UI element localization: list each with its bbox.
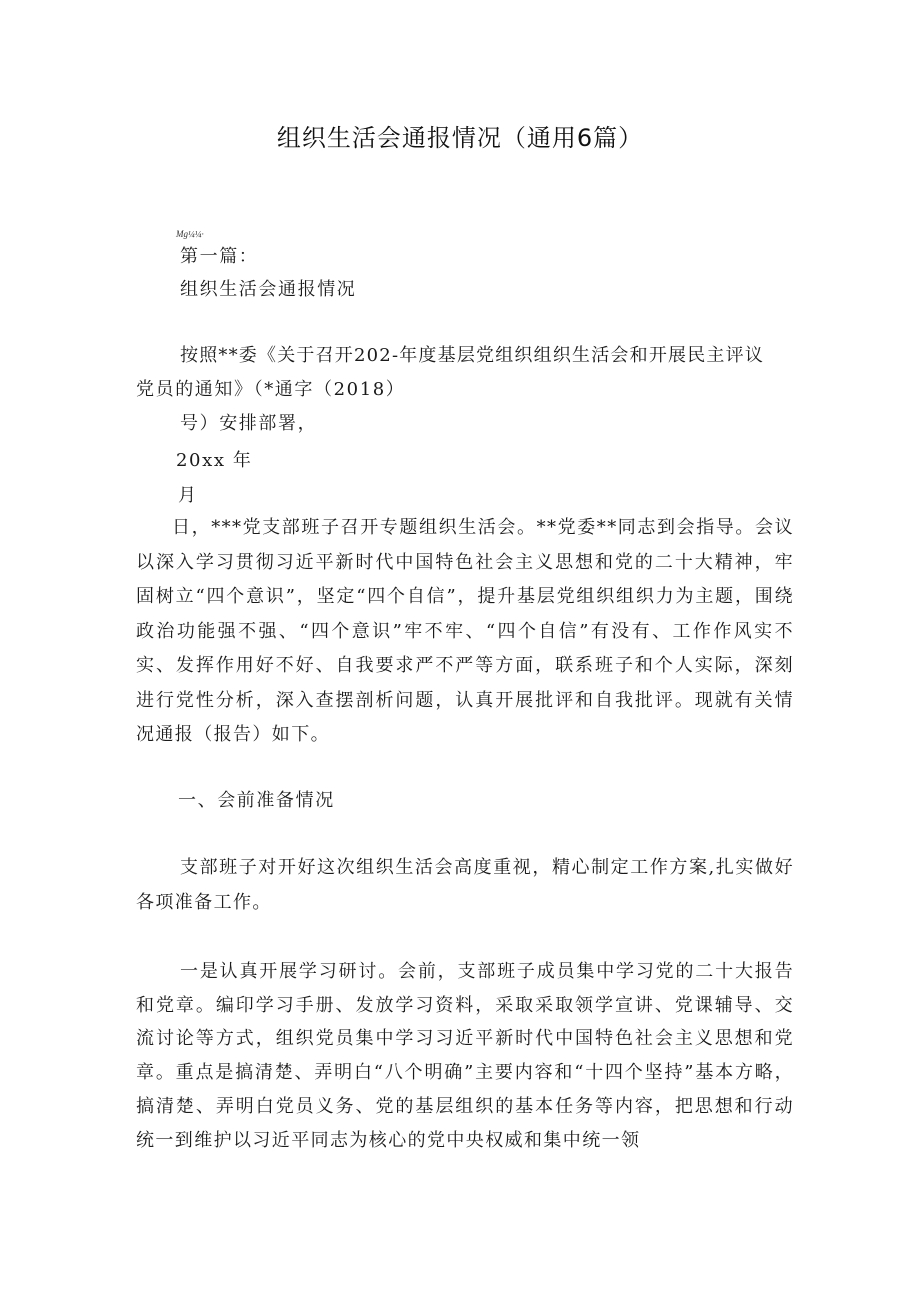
- intro-line-1: 按照**委《关于召开202-年度基层党组织组织生活会和开展民主评议: [180, 345, 765, 366]
- intro-month: 月: [178, 485, 198, 506]
- intro-line-3: 号）安排部署，: [180, 413, 318, 434]
- paragraph-study: 一是认真开展学习研讨。会前，支部班子成员集中学习党的二十大报告和党章。编印学习手册、发放学习资料，采取采取领学宣讲、党课辅导、交流讨论等方式，组织党员集中学习习近平新时代中国特色社会主义思想和党章。重点是搞清楚、弄明白“八个明确”主要内容和“十四个坚持”基本方略，搞清楚、弄明白党员义务、党的基层组织的基本任务等内容，把思想和行动统一到维护以习近平同志为核心的党中央权威和集中统一领: [136, 961, 794, 1151]
- paragraph-main: 日，***党支部班子召开专题组织生活会。**党委**同志到会指导。会议以深入学习贯彻习近平新时代中国特色社会主义思想和党的二十大精神，牢固树立“四个意识”，坚定“四个自信”，提升基层党组织组织力为主题，围绕政治功能强不强、“四个意识”牢不牢、“四个自信”有没有、工作作风实不实、发挥作用好不好、自我要求严不严等方面，联系班子和个人实际，深刻进行党性分析，深入查摆剖析问题，认真开展批评和自我批评。现就有关情况通报（报告）如下。: [136, 517, 794, 745]
- part-label: 第一篇：: [180, 246, 259, 267]
- part-title: 组织生活会通报情况: [180, 279, 357, 300]
- paragraph-preparation: 支部班子对开好这次组织生活会高度重视，精心制定工作方案,扎实做好各项准备工作。: [136, 857, 794, 913]
- section-heading-1: 一、会前准备情况: [178, 790, 335, 811]
- intro-year: 20xx 年: [176, 450, 253, 471]
- scan-mark: Mg¼¼·: [176, 229, 204, 239]
- intro-line-2: 党员的通知》（*通字（2018）: [136, 379, 406, 400]
- page-title: 组织生活会通报情况（通用6篇）: [276, 124, 644, 152]
